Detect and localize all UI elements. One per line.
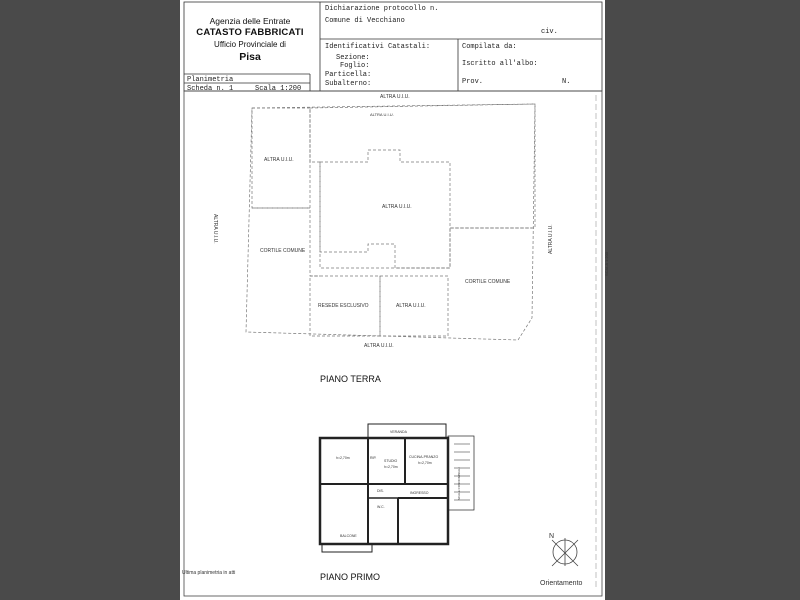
altra-topleft: ALTRA U.I.U. [264, 157, 294, 163]
subalterno-label: Subalterno: [325, 80, 372, 88]
compilata-label: Compilata da: [462, 43, 517, 51]
altra-top-inner: ALTRA U.I.U. [370, 112, 394, 117]
camera-left-label: h=2,70m [336, 456, 350, 460]
scheda-label: Scheda n. 1 [187, 85, 234, 93]
scale-label: SCALE CONDOMINIALI [457, 467, 461, 500]
studio-h-label: h=2,70m [384, 465, 398, 469]
altra-left-vertical: ALTRA U.I.U. [212, 214, 218, 244]
compass-icon [552, 538, 578, 566]
planimetria-label: Planimetria [187, 76, 234, 84]
altra-bottom: ALTRA U.I.U. [364, 343, 394, 349]
resede: RESEDE ESCLUSIVO [318, 303, 369, 309]
prov-label: Prov. [462, 78, 484, 86]
orientamento-label: Orientamento [540, 580, 583, 587]
altra-center: ALTRA U.I.U. [382, 204, 412, 210]
city-name: Pisa [239, 51, 261, 63]
cortile-left: CORTILE COMUNE [260, 248, 306, 254]
dichiarazione-label: Dichiarazione protocollo n. [325, 5, 439, 13]
cucina-h-label: h=2,70m [418, 461, 432, 465]
identificativi-label: Identificativi Catastali: [325, 43, 431, 51]
iscritto-label: Iscritto all'albo: [462, 60, 538, 68]
altra-top: ALTRA U.I.U. [380, 94, 410, 100]
foglio-label: Foglio: [340, 62, 370, 70]
cucina-label: CUCINA-PRANZO [409, 455, 439, 459]
ground-outline [246, 104, 535, 340]
north-label: N [549, 533, 555, 540]
office-label: Ufficio Provinciale di [214, 40, 286, 49]
first-outline [320, 438, 448, 544]
particella-label: Particella: [325, 71, 372, 79]
veranda-label: VERANDA [390, 430, 407, 434]
sezione-label: Sezione: [336, 54, 370, 62]
cortile-right: CORTILE COMUNE [465, 279, 511, 285]
ultima-label: Ultima planimetria in atti [182, 570, 236, 576]
wc-label: W.C. [377, 505, 385, 509]
altra-bottom-room: ALTRA U.I.U. [396, 303, 426, 309]
balcone-label: BALCONE [340, 534, 357, 538]
agency-name: Agenzia delle Entrate [209, 16, 291, 26]
piano-primo-title: PIANO PRIMO [320, 572, 381, 582]
agency-block [180, 0, 320, 74]
comune-label: Comune di Vecchiano [325, 17, 405, 25]
piano-terra-title: PIANO TERRA [320, 374, 381, 384]
side-ref: SCALA 1:200 [604, 251, 609, 276]
rip-label: RIP. [370, 456, 377, 460]
catasto-title: CATASTO FABBRICATI [196, 27, 304, 38]
altra-right-vertical: ALTRA U.I.U. [548, 224, 554, 254]
num-label: N. [562, 78, 571, 86]
studio-label: STUDIO [384, 459, 398, 463]
ingresso-label: INGRESSO [410, 491, 429, 495]
scala-label: Scala 1:200 [255, 85, 302, 93]
civ-label: civ. [541, 28, 558, 36]
disimpegno-label: DIS. [377, 489, 384, 493]
